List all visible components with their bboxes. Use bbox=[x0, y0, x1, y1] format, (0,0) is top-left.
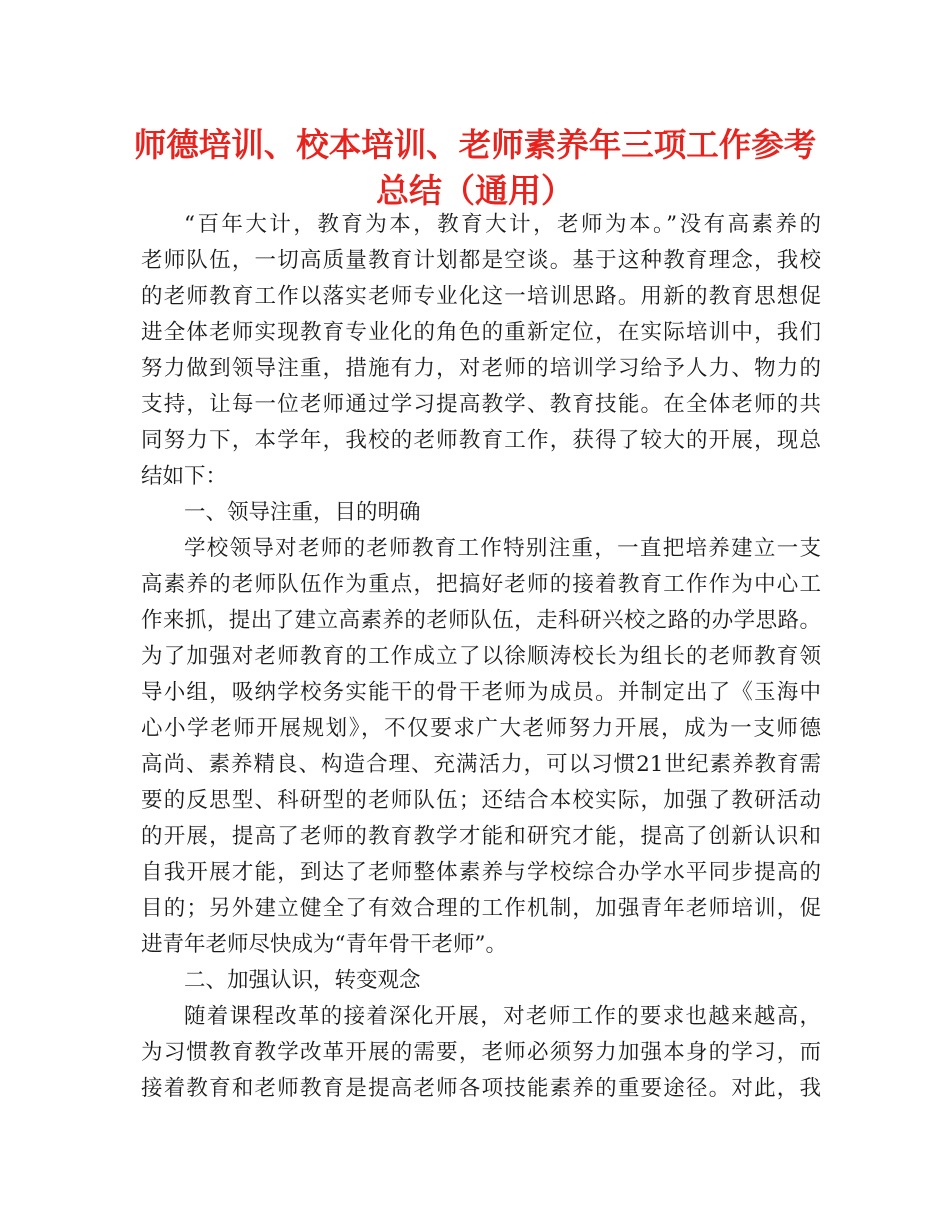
paragraph-line: 努力做到领导注重，措施有力，对老师的培训学习给予人力、物力的 bbox=[141, 356, 821, 381]
paragraph-line: 目的；另外建立健全了有效合理的工作机制，加强青年老师培训，促 bbox=[141, 896, 821, 921]
paragraph-line: 的开展，提高了老师的教育教学才能和研究才能，提高了创新认识和 bbox=[141, 824, 821, 849]
paragraph-line: 进全体老师实现教育专业化的角色的重新定位，在实际培训中，我们 bbox=[141, 320, 821, 345]
paragraph-line: 的老师教育工作以落实老师专业化这一培训思路。用新的教育思想促 bbox=[141, 284, 821, 309]
paragraph-line: 作来抓，提出了建立高素养的老师队伍，走科研兴校之路的办学思路。 bbox=[141, 608, 821, 633]
paragraph-line: 高素养的老师队伍作为重点，把搞好老师的接着教育工作作为中心工 bbox=[141, 572, 821, 597]
section-heading: 一、领导注重，目的明确 bbox=[184, 500, 421, 525]
paragraph-line: 为习惯教育教学改革开展的需要，老师必须努力加强本身的学习，而 bbox=[141, 1040, 821, 1065]
paragraph-line: 心小学老师开展规划》，不仅要求广大老师努力开展，成为一支师德 bbox=[141, 716, 821, 741]
section-heading: 二、加强认识，转变观念 bbox=[184, 968, 421, 993]
paragraph-line: 接着教育和老师教育是提高老师各项技能素养的重要途径。对此，我 bbox=[141, 1076, 821, 1101]
paragraph-line: 自我开展才能，到达了老师整体素养与学校综合办学水平同步提高的 bbox=[141, 860, 821, 885]
paragraph-line: 学校领导对老师的老师教育工作特别注重，一直把培养建立一支 bbox=[184, 536, 821, 561]
paragraph-line: “百年大计，教育为本，教育大计，老师为本。”没有高素养的 bbox=[184, 212, 821, 237]
paragraph-line: 为了加强对老师教育的工作成立了以徐顺涛校长为组长的老师教育领 bbox=[141, 644, 821, 669]
paragraph-line: 结如下： bbox=[141, 464, 228, 489]
paragraph-line: 同努力下，本学年，我校的老师教育工作，获得了较大的开展，现总 bbox=[141, 428, 821, 453]
paragraph-line: 随着课程改革的接着深化开展，对老师工作的要求也越来越高， bbox=[184, 1004, 821, 1029]
paragraph-line: 支持，让每一位老师通过学习提高教学、教育技能。在全体老师的共 bbox=[141, 392, 821, 417]
paragraph-line: 导小组，吸纳学校务实能干的骨干老师为成员。并制定出了《玉海中 bbox=[141, 680, 821, 705]
paragraph-line: 进青年老师尽快成为“青年骨干老师”。 bbox=[141, 932, 507, 957]
paragraph-line: 老师队伍，一切高质量教育计划都是空谈。基于这种教育理念，我校 bbox=[141, 248, 821, 273]
document-title-line-2: 总结（通用） bbox=[376, 171, 574, 210]
paragraph-line: 高尚、素养精良、构造合理、充满活力，可以习惯21世纪素养教育需 bbox=[141, 752, 821, 777]
paragraph-line: 要的反思型、科研型的老师队伍；还结合本校实际，加强了教研活动 bbox=[141, 788, 821, 813]
document-title-line-1: 师德培训、校本培训、老师素养年三项工作参考 bbox=[133, 126, 817, 164]
